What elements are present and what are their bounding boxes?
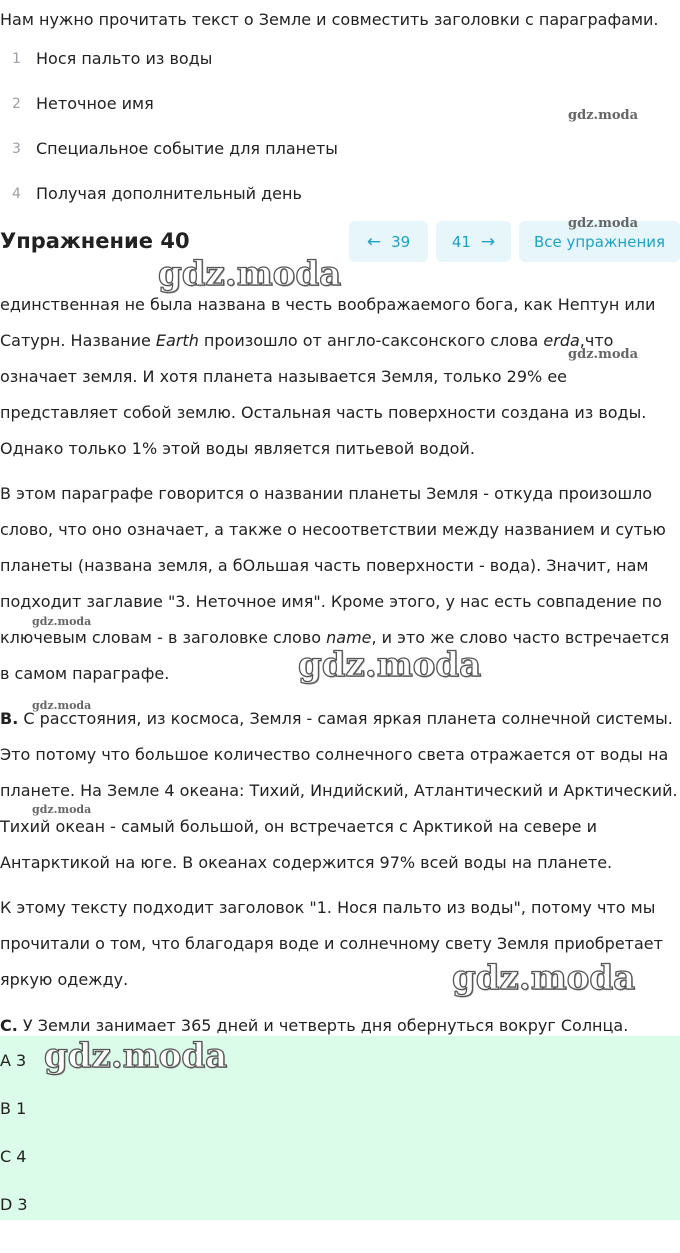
watermark-logo: gdz.moda xyxy=(298,645,482,685)
list-item xyxy=(0,171,680,216)
item-number: 1 xyxy=(12,50,21,67)
item-text: Нося пальто из воды xyxy=(36,49,213,68)
exercise-title: Упражнение 40 xyxy=(0,229,190,253)
watermark-logo: gdz.moda xyxy=(32,699,92,712)
arrow-left-icon: ← xyxy=(366,231,382,252)
item-text: Неточное имя xyxy=(36,94,154,113)
paragraph-a-text-1: единственная не была названа в честь воображаемого бога, как Нептун или Сатурн. Название xyxy=(0,295,656,350)
comment-a-text-1: В этом параграфе говорится о названии планеты Земля - откуда произошло слово, что оно означает, а также о несоответствии между названием и сутью планеты (названа земля, а бOльшая часть поверхности - вода). Значит, нам подходит заглавие "3. Неточное имя". Кроме этого, у нас есть совпадение по ключевым словам - в заголовке слово xyxy=(0,484,666,647)
watermark-logo: gdz.moda xyxy=(568,108,639,123)
comment-a-text-2: , и это же слово часто встречается в самом параграфе. xyxy=(0,628,670,683)
intro-text: Нам нужно прочитать текст о Земле и совместить заголовки с параграфами. xyxy=(0,10,659,29)
watermark-logo: gdz.moda xyxy=(568,216,639,231)
item-number: 4 xyxy=(12,185,21,202)
paragraph-b xyxy=(0,701,680,881)
watermark-logo: gdz.moda xyxy=(452,958,636,998)
comment-a-term-name: name xyxy=(326,628,372,647)
watermark-logo: gdz.moda xyxy=(568,347,639,362)
next-exercise-button[interactable] xyxy=(436,221,511,262)
item-text: Специальное событие для планеты xyxy=(36,139,338,158)
next-exercise-label: 41 xyxy=(451,232,471,251)
paragraph-b-text: С расстояния, из космоса, Земля - самая яркая планета солнечной системы. Это потому что большое количество солнечного света отражается от воды на планете. На Земле 4 океана: Тихий, Индийский, Атлантический и Арктический. Тихий океан - самый большой, он встречается с Арктикой на севере и Антарктикой на юге. В океанах содержится 97% всей воды на планете. xyxy=(0,709,678,872)
item-text: Получая дополнительный день xyxy=(36,184,302,203)
prev-exercise-label: 39 xyxy=(391,232,411,251)
answer-item: B 1 xyxy=(0,1098,27,1118)
item-number: 2 xyxy=(12,95,21,112)
watermark-logo: gdz.moda xyxy=(32,803,92,816)
paragraph-b-label: B. xyxy=(0,709,19,728)
paragraph-a-term-erda: erda xyxy=(543,331,580,350)
paragraph-c-label: C. xyxy=(0,1016,18,1035)
prev-exercise-button[interactable] xyxy=(349,221,428,262)
item-number: 3 xyxy=(12,140,21,157)
answer-item: D 3 xyxy=(0,1194,28,1214)
watermark-logo: gdz.moda xyxy=(32,615,92,628)
all-exercises-label: Все упражнения xyxy=(533,232,666,251)
answer-item: A 3 xyxy=(0,1050,27,1070)
list-item xyxy=(0,126,680,171)
answer-item: C 4 xyxy=(0,1146,27,1166)
watermark-logo: gdz.moda xyxy=(44,1036,228,1076)
paragraph-a-text-2: произошло от англо-саксонского слова xyxy=(198,331,544,350)
arrow-right-icon: → xyxy=(480,231,496,252)
paragraph-a xyxy=(0,287,680,467)
comment-b: К этому тексту подходит заголовок "1. Нося пальто из воды", потому что мы прочитали о том, что благодаря воде и солнечному свету Земля приобретает яркую одежду. xyxy=(0,898,663,989)
list-item xyxy=(0,36,680,81)
watermark-logo: gdz.moda xyxy=(158,254,342,294)
paragraph-c-text: У Земли занимает 365 дней и четверть дня обернуться вокруг Солнца. xyxy=(17,1016,629,1035)
headings-list xyxy=(0,36,680,216)
paragraph-a-term-earth: Earth xyxy=(155,331,199,350)
paragraph-a-text-3: ,что означает земля. И хотя планета называется Земля, только 29% ее представляет собой землю. Остальная часть поверхности создана из воды. Однако только 1% этой воды является питьевой водой. xyxy=(0,331,647,458)
